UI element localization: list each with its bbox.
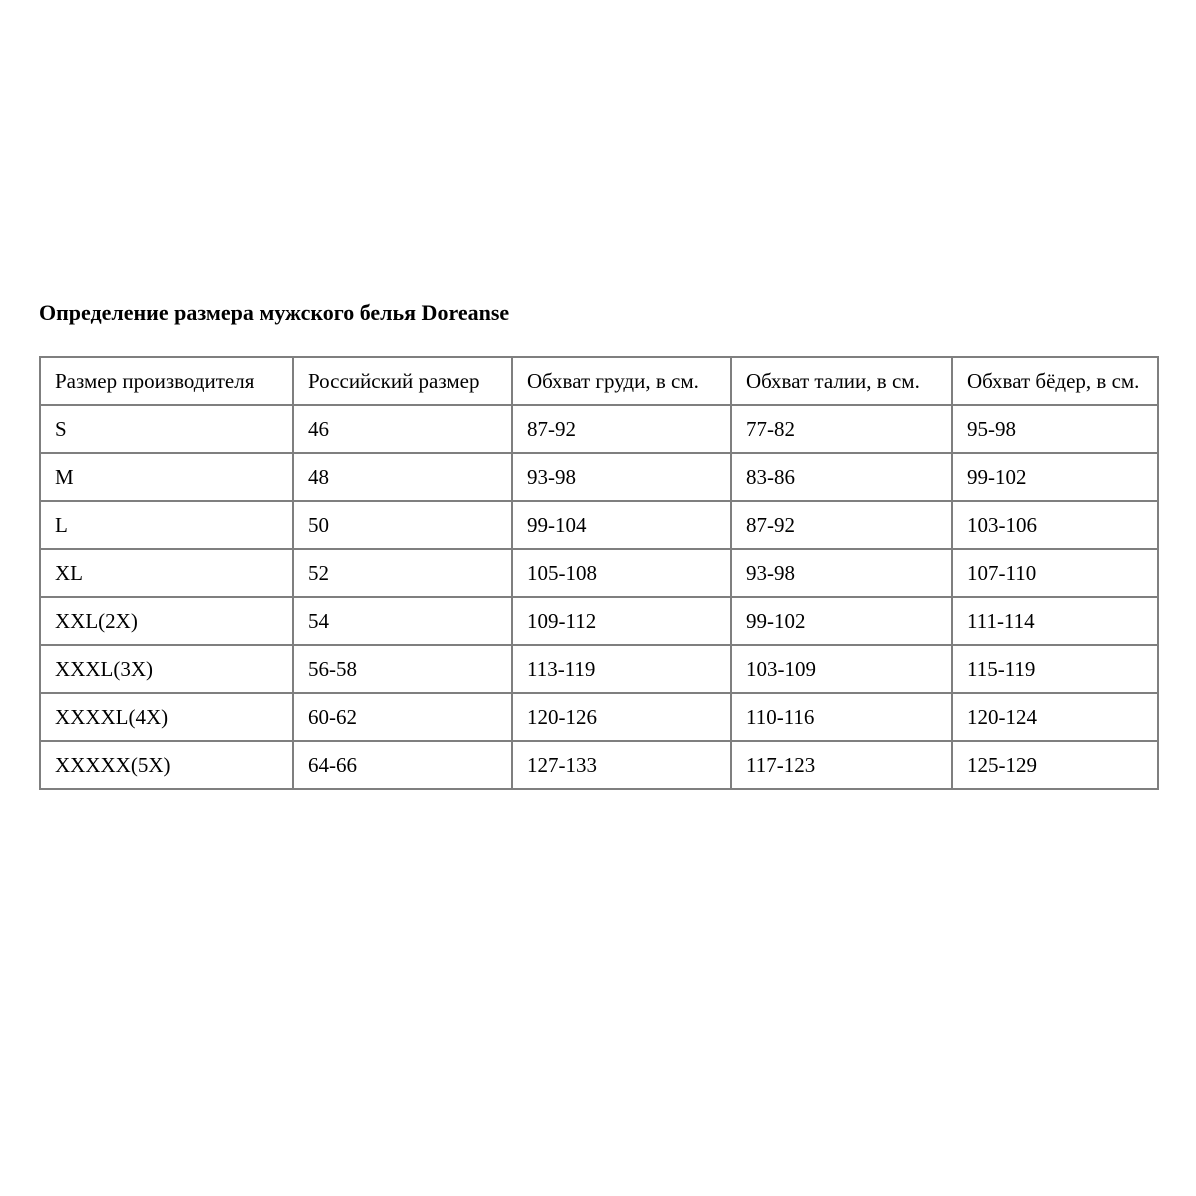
cell-size: XXL(2X) <box>40 597 293 645</box>
cell-russian-size: 60-62 <box>293 693 512 741</box>
cell-size: XXXL(3X) <box>40 645 293 693</box>
cell-russian-size: 64-66 <box>293 741 512 789</box>
table-row <box>40 693 1158 741</box>
cell-size: S <box>40 405 293 453</box>
page-title: Определение размера мужского белья Doreanse <box>39 300 510 325</box>
cell-size: XL <box>40 549 293 597</box>
cell-chest: 105-108 <box>512 549 731 597</box>
cell-chest: 127-133 <box>512 741 731 789</box>
table-row <box>40 597 1158 645</box>
cell-hips: 115-119 <box>952 645 1158 693</box>
table-row <box>40 405 1158 453</box>
cell-russian-size: 50 <box>293 501 512 549</box>
table-header <box>40 357 1158 405</box>
table-body <box>40 405 1158 789</box>
header-waist-girth: Обхват талии, в см. <box>731 357 952 405</box>
cell-size: XXXXL(4X) <box>40 693 293 741</box>
cell-russian-size: 52 <box>293 549 512 597</box>
cell-hips: 107-110 <box>952 549 1158 597</box>
header-chest-girth: Обхват груди, в см. <box>512 357 731 405</box>
cell-size: L <box>40 501 293 549</box>
table-header-row <box>40 357 1158 405</box>
cell-russian-size: 56-58 <box>293 645 512 693</box>
cell-waist: 83-86 <box>731 453 952 501</box>
header-hip-girth: Обхват бёдер, в см. <box>952 357 1158 405</box>
table-row <box>40 501 1158 549</box>
cell-hips: 103-106 <box>952 501 1158 549</box>
cell-chest: 93-98 <box>512 453 731 501</box>
cell-chest: 113-119 <box>512 645 731 693</box>
cell-waist: 93-98 <box>731 549 952 597</box>
cell-russian-size: 54 <box>293 597 512 645</box>
cell-waist: 117-123 <box>731 741 952 789</box>
table-row <box>40 549 1158 597</box>
table-row <box>40 645 1158 693</box>
cell-size: M <box>40 453 293 501</box>
cell-waist: 103-109 <box>731 645 952 693</box>
cell-waist: 77-82 <box>731 405 952 453</box>
header-russian-size: Российский размер <box>293 357 512 405</box>
cell-chest: 99-104 <box>512 501 731 549</box>
cell-waist: 99-102 <box>731 597 952 645</box>
cell-russian-size: 46 <box>293 405 512 453</box>
cell-hips: 120-124 <box>952 693 1158 741</box>
cell-chest: 120-126 <box>512 693 731 741</box>
size-chart-table <box>39 356 1159 790</box>
cell-waist: 87-92 <box>731 501 952 549</box>
cell-hips: 95-98 <box>952 405 1158 453</box>
cell-waist: 110-116 <box>731 693 952 741</box>
table-row <box>40 741 1158 789</box>
cell-hips: 99-102 <box>952 453 1158 501</box>
cell-hips: 111-114 <box>952 597 1158 645</box>
cell-chest: 87-92 <box>512 405 731 453</box>
cell-chest: 109-112 <box>512 597 731 645</box>
cell-hips: 125-129 <box>952 741 1158 789</box>
cell-size: XXXXX(5X) <box>40 741 293 789</box>
header-manufacturer-size: Размер производителя <box>40 357 293 405</box>
cell-russian-size: 48 <box>293 453 512 501</box>
table-row <box>40 453 1158 501</box>
